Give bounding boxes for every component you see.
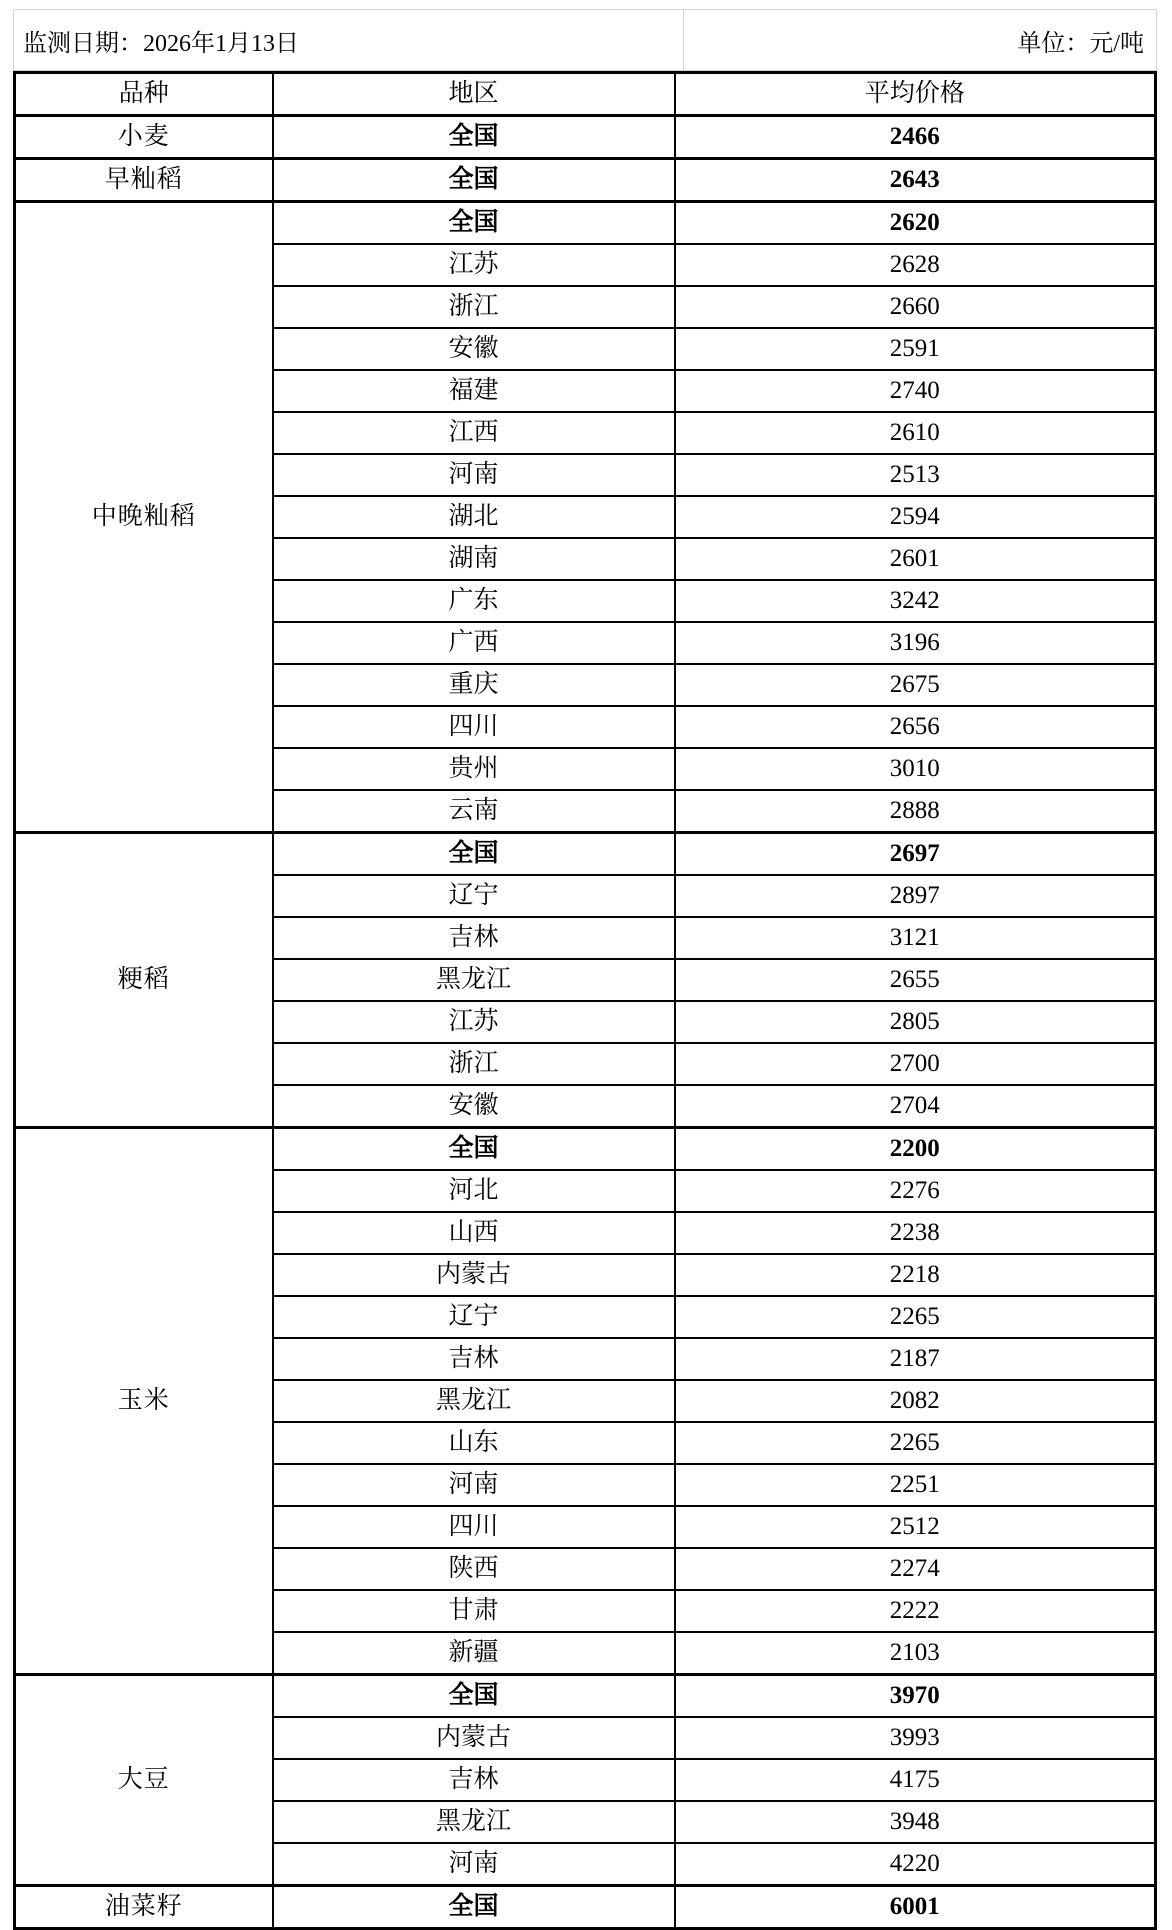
- region-cell: 广西: [273, 622, 675, 664]
- price-cell: 3948: [675, 1801, 1156, 1843]
- price-cell: 2265: [675, 1296, 1156, 1338]
- region-cell: 全国: [273, 1675, 675, 1718]
- region-cell: 全国: [273, 202, 675, 245]
- region-cell: 广东: [273, 580, 675, 622]
- price-cell: 2276: [675, 1170, 1156, 1212]
- price-cell: 2675: [675, 664, 1156, 706]
- price-cell: 2805: [675, 1001, 1156, 1043]
- price-cell: 2888: [675, 790, 1156, 833]
- price-cell: 2200: [675, 1128, 1156, 1171]
- region-cell: 陕西: [273, 1548, 675, 1590]
- variety-cell: 小麦: [15, 116, 273, 159]
- table-row: [15, 1886, 1156, 1929]
- price-cell: 2643: [675, 159, 1156, 202]
- region-cell: 内蒙古: [273, 1254, 675, 1296]
- price-cell: 3196: [675, 622, 1156, 664]
- price-cell: 3970: [675, 1675, 1156, 1718]
- region-cell: 云南: [273, 790, 675, 833]
- table-row: [15, 202, 1156, 245]
- variety-cell: 油菜籽: [15, 1886, 273, 1929]
- region-cell: 江西: [273, 412, 675, 454]
- price-cell: 2512: [675, 1506, 1156, 1548]
- price-cell: 6001: [675, 1886, 1156, 1929]
- region-cell: 内蒙古: [273, 1717, 675, 1759]
- region-cell: 全国: [273, 833, 675, 876]
- region-cell: 四川: [273, 706, 675, 748]
- header-price: 平均价格: [675, 73, 1156, 116]
- price-cell: 4175: [675, 1759, 1156, 1801]
- variety-cell: 大豆: [15, 1675, 273, 1886]
- table-row: [15, 1128, 1156, 1171]
- region-cell: 黑龙江: [273, 959, 675, 1001]
- region-cell: 河北: [273, 1170, 675, 1212]
- table-row: [15, 116, 1156, 159]
- table-row: [15, 833, 1156, 876]
- region-cell: 新疆: [273, 1632, 675, 1675]
- price-cell: 2628: [675, 244, 1156, 286]
- price-cell: 3993: [675, 1717, 1156, 1759]
- region-cell: 黑龙江: [273, 1380, 675, 1422]
- region-cell: 浙江: [273, 1043, 675, 1085]
- region-cell: 辽宁: [273, 1296, 675, 1338]
- header-region: 地区: [273, 73, 675, 116]
- price-cell: 2660: [675, 286, 1156, 328]
- price-cell: 2594: [675, 496, 1156, 538]
- table-row: [15, 159, 1156, 202]
- price-cell: 2704: [675, 1085, 1156, 1128]
- price-cell: 2187: [675, 1338, 1156, 1380]
- price-cell: 2610: [675, 412, 1156, 454]
- price-cell: 2897: [675, 875, 1156, 917]
- region-cell: 河南: [273, 1464, 675, 1506]
- region-cell: 山西: [273, 1212, 675, 1254]
- price-cell: 2238: [675, 1212, 1156, 1254]
- region-cell: 四川: [273, 1506, 675, 1548]
- price-cell: 2513: [675, 454, 1156, 496]
- region-cell: 吉林: [273, 1759, 675, 1801]
- price-cell: 2740: [675, 370, 1156, 412]
- region-cell: 辽宁: [273, 875, 675, 917]
- variety-cell: 粳稻: [15, 833, 273, 1128]
- region-cell: 河南: [273, 1843, 675, 1886]
- region-cell: 黑龙江: [273, 1801, 675, 1843]
- table-row: [15, 1675, 1156, 1718]
- region-cell: 江苏: [273, 244, 675, 286]
- price-table: [13, 71, 1157, 1930]
- region-cell: 吉林: [273, 917, 675, 959]
- unit-label: 单位：元/吨: [1017, 30, 1144, 57]
- region-cell: 全国: [273, 1128, 675, 1171]
- price-cell: 2591: [675, 328, 1156, 370]
- region-cell: 吉林: [273, 1338, 675, 1380]
- region-cell: 全国: [273, 159, 675, 202]
- price-cell: 2620: [675, 202, 1156, 245]
- price-cell: 2700: [675, 1043, 1156, 1085]
- price-cell: 3010: [675, 748, 1156, 790]
- region-cell: 贵州: [273, 748, 675, 790]
- price-cell: 2697: [675, 833, 1156, 876]
- region-cell: 全国: [273, 1886, 675, 1929]
- table-header-row: [15, 73, 1156, 116]
- price-cell: 2082: [675, 1380, 1156, 1422]
- price-cell: 3242: [675, 580, 1156, 622]
- region-cell: 江苏: [273, 1001, 675, 1043]
- price-cell: 2655: [675, 959, 1156, 1001]
- region-cell: 山东: [273, 1422, 675, 1464]
- region-cell: 安徽: [273, 328, 675, 370]
- region-cell: 福建: [273, 370, 675, 412]
- price-cell: 2466: [675, 116, 1156, 159]
- variety-cell: 早籼稻: [15, 159, 273, 202]
- region-cell: 湖北: [273, 496, 675, 538]
- price-cell: 2265: [675, 1422, 1156, 1464]
- price-cell: 4220: [675, 1843, 1156, 1886]
- region-cell: 甘肃: [273, 1590, 675, 1632]
- variety-cell: 中晚籼稻: [15, 202, 273, 833]
- region-cell: 湖南: [273, 538, 675, 580]
- price-cell: 2656: [675, 706, 1156, 748]
- region-cell: 全国: [273, 116, 675, 159]
- price-cell: 2103: [675, 1632, 1156, 1675]
- region-cell: 重庆: [273, 664, 675, 706]
- header-variety: 品种: [15, 73, 273, 116]
- title-band: [13, 9, 1157, 71]
- price-cell: 2222: [675, 1590, 1156, 1632]
- price-cell: 2274: [675, 1548, 1156, 1590]
- region-cell: 安徽: [273, 1085, 675, 1128]
- variety-cell: 玉米: [15, 1128, 273, 1675]
- region-cell: 浙江: [273, 286, 675, 328]
- region-cell: 河南: [273, 454, 675, 496]
- price-cell: 2601: [675, 538, 1156, 580]
- price-cell: 3121: [675, 917, 1156, 959]
- price-cell: 2251: [675, 1464, 1156, 1506]
- monitor-date-label: 监测日期：2026年1月13日: [14, 10, 684, 70]
- price-cell: 2218: [675, 1254, 1156, 1296]
- table-body: [15, 116, 1156, 1929]
